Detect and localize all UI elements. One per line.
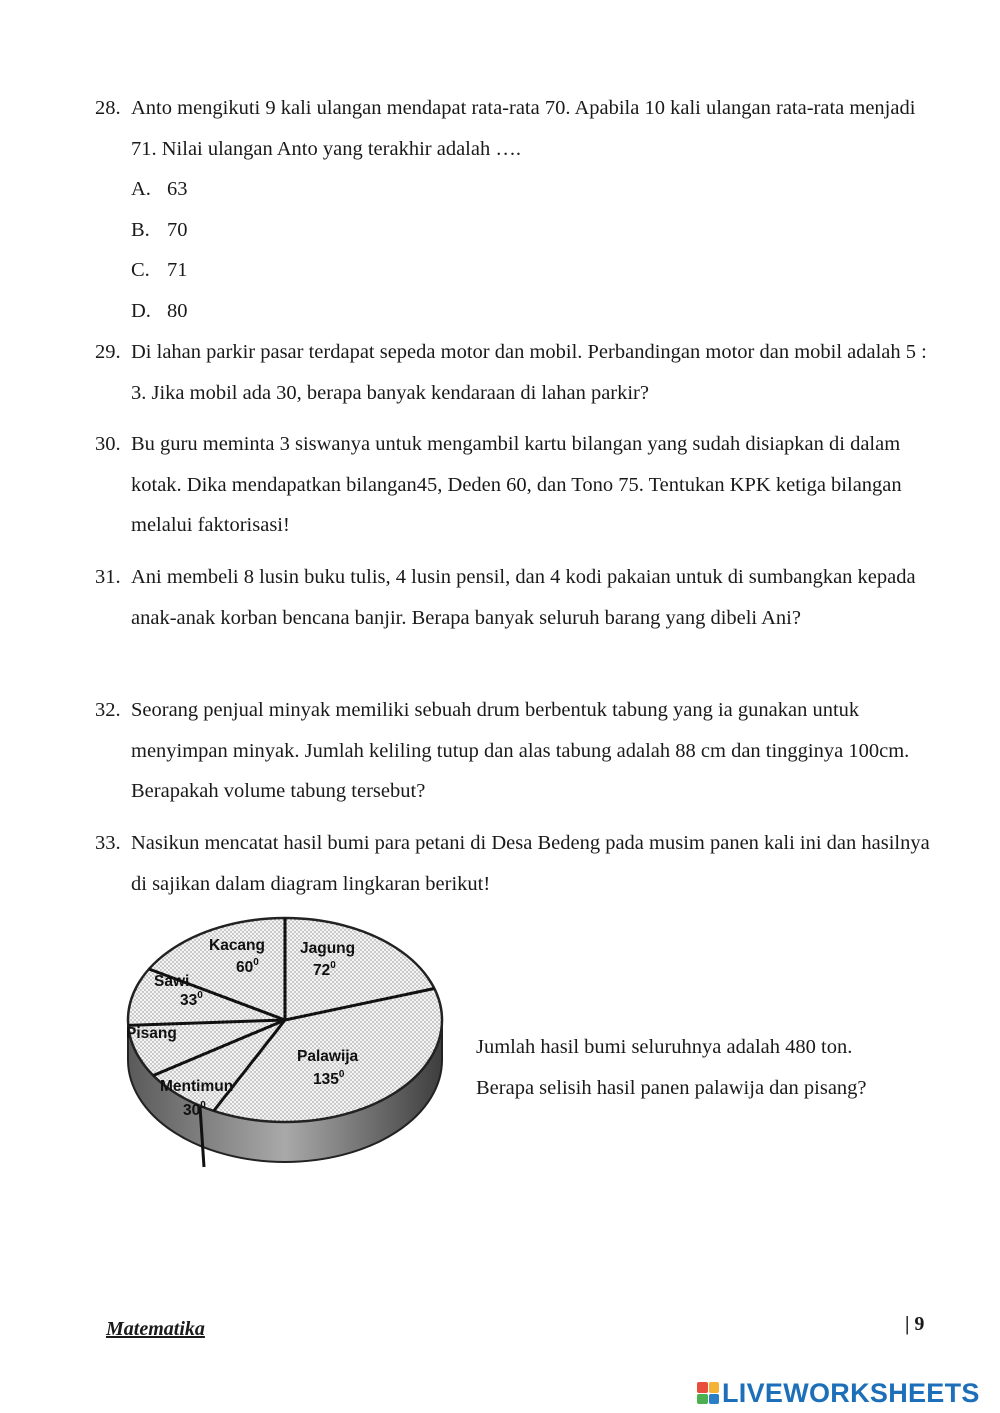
logo-tile-2	[709, 1382, 720, 1393]
question-29	[95, 332, 935, 413]
question-number: 29.	[95, 341, 121, 363]
question-number: 31.	[95, 566, 121, 588]
brand-name: LIVEWORKSHEETS	[722, 1377, 980, 1408]
question-33	[95, 823, 935, 904]
question-number: 28.	[95, 97, 121, 119]
question-32	[95, 690, 935, 812]
question-text: Anto mengikuti 9 kali ulangan mendapat rata-rata 70. Apabila 10 kali ulangan rata-rata menjadi 71. Nilai ulangan Anto yang terakhir adalah ….	[131, 97, 916, 160]
pie-chart	[120, 905, 450, 1205]
slice-label-kacang: Kacang	[209, 937, 265, 954]
slice-value-sawi: $33^0$	[180, 990, 203, 1009]
slice-pisang	[126, 1025, 177, 1042]
option-a[interactable]: A. 63	[131, 178, 188, 200]
question-text: Ani membeli 8 lusin buku tulis, 4 lusin pensil, dan 4 kodi pakaian untuk di sumbangkan kepada anak-anak korban bencana banjir. Berapa banyak seluruh barang yang dibeli Ani?	[131, 566, 916, 629]
slice-value-kacang: $60^0$	[236, 957, 259, 976]
page-number: | 9	[905, 1313, 925, 1335]
slice-label-jagung: Jagung	[300, 940, 356, 957]
question-text: Bu guru meminta 3 siswanya untuk mengambil kartu bilangan yang sudah disiapkan di dalam kotak. Dika mendapatkan bilangan45, Deden 60, dan Tono 75. Tentukan KPK ketiga bilangan melalui faktorisasi!	[131, 433, 902, 536]
liveworksheets-icon	[697, 1382, 719, 1404]
slice-value-palawija: $135^0$	[313, 1069, 345, 1088]
question-33-side-text	[476, 1027, 976, 1108]
question-number: 30.	[95, 433, 121, 455]
footer-subject: Matematika	[106, 1318, 205, 1340]
question-number: 32.	[95, 699, 121, 721]
logo-tile-3	[697, 1394, 708, 1405]
question-30	[95, 424, 935, 546]
option-d[interactable]: D. 80	[131, 299, 188, 322]
logo-tile-1	[697, 1382, 708, 1393]
option-c[interactable]: C. 71	[131, 259, 188, 281]
logo-tile-4	[709, 1394, 720, 1405]
question-number: 33.	[95, 832, 121, 854]
question-text: Di lahan parkir pasar terdapat sepeda motor dan mobil. Perbandingan motor dan mobil adalah 5 : 3. Jika mobil ada 30, berapa banyak kendaraan di lahan parkir?	[131, 341, 927, 404]
option-b[interactable]: B. 70	[131, 218, 188, 241]
question-28	[95, 88, 935, 331]
slice-value-mentimun: $30^0$	[183, 1100, 206, 1119]
brand-logo[interactable]	[697, 1376, 980, 1410]
slice-label-pisang: Pisang	[126, 1025, 177, 1042]
pie-chart-svg	[120, 905, 450, 1205]
slice-label-sawi: Sawi	[154, 973, 190, 990]
question-text: Seorang penjual minyak memiliki sebuah drum berbentuk tabung yang ia gunakan untuk menyimpan minyak. Jumlah keliling tutup dan alas tabung adalah 88 cm dan tingginya 100cm. Berapakah volume tabung tersebut?	[131, 699, 910, 802]
slice-label-mentimun: Mentimun	[160, 1078, 234, 1095]
slice-value-jagung: $72^0$	[313, 960, 336, 979]
question-text: Nasikun mencatat hasil bumi para petani di Desa Bedeng pada musim panen kali ini dan hasilnya di sajikan dalam diagram lingkaran berikut!	[131, 832, 930, 895]
question-31	[95, 557, 935, 638]
difference-question-text: Berapa selisih hasil panen palawija dan pisang?	[476, 1076, 867, 1099]
total-harvest-text: Jumlah hasil bumi seluruhnya adalah 480 ton.	[476, 1036, 853, 1058]
slice-label-palawija: Palawija	[297, 1048, 359, 1065]
options-list	[131, 169, 935, 331]
